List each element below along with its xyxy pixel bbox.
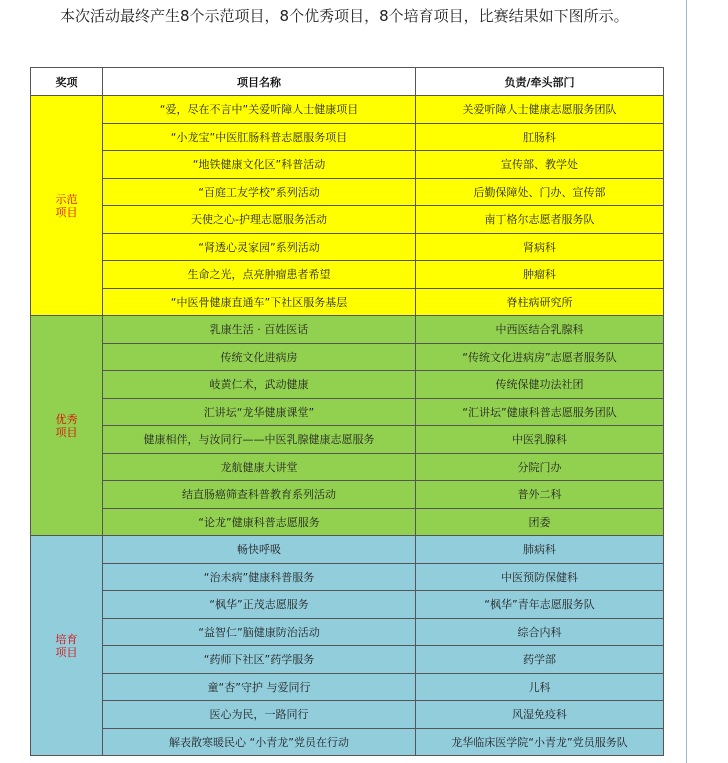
table-row — [31, 343, 664, 371]
department-cell: 中医乳腺科 — [416, 426, 664, 454]
table-row — [31, 728, 664, 756]
department-cell: 分院门办 — [416, 453, 664, 481]
department-cell: 后勤保障处、门办、宣传部 — [416, 178, 664, 206]
table-row — [31, 508, 664, 536]
award-label-line1: 示范 — [55, 192, 78, 206]
table-row — [31, 426, 664, 454]
project-name-cell: 童“杏”守护 与爱同行 — [103, 673, 416, 701]
table-row — [31, 453, 664, 481]
project-name-cell: 健康相伴，与汝同行——中医乳腺健康志愿服务 — [103, 426, 416, 454]
project-name-cell: “枫华”正茂志愿服务 — [103, 591, 416, 619]
table-header-row — [31, 68, 664, 96]
table-row — [31, 206, 664, 234]
project-name-cell: 龙航健康大讲堂 — [103, 453, 416, 481]
award-label-line1: 培育 — [55, 632, 78, 646]
header-department: 负责/牵头部门 — [416, 68, 664, 96]
department-cell: 关爱听障人士健康志愿服务团队 — [416, 96, 664, 124]
department-cell: 团委 — [416, 508, 664, 536]
award-label-line2: 项目 — [55, 205, 78, 219]
table-row — [31, 261, 664, 289]
header-award: 奖项 — [31, 68, 103, 96]
table-row — [31, 316, 664, 344]
table-row — [31, 233, 664, 261]
award-cell-excellent — [31, 316, 103, 536]
department-cell: “传统文化进病房”志愿者服务队 — [416, 343, 664, 371]
table-row — [31, 151, 664, 179]
page-right-border — [686, 0, 687, 763]
department-cell: 肿瘤科 — [416, 261, 664, 289]
table-row — [31, 591, 664, 619]
project-name-cell: “药师下社区”药学服务 — [103, 646, 416, 674]
award-label-line2: 项目 — [55, 645, 78, 659]
table-row — [31, 398, 664, 426]
project-name-cell: 汇讲坛“龙华健康课堂” — [103, 398, 416, 426]
department-cell: 药学部 — [416, 646, 664, 674]
department-cell: “汇讲坛”健康科普志愿服务团队 — [416, 398, 664, 426]
project-name-cell: “地铁健康文化区”科普活动 — [103, 151, 416, 179]
department-cell: 宣传部、教学处 — [416, 151, 664, 179]
department-cell: 传统保健功法社团 — [416, 371, 664, 399]
table-row — [31, 673, 664, 701]
department-cell: 中医预防保健科 — [416, 563, 664, 591]
project-name-cell: 岐黄仁术，武动健康 — [103, 371, 416, 399]
project-name-cell: “百庭工友学校”系列活动 — [103, 178, 416, 206]
project-name-cell: 解表散寒暖民心 “小青龙”党员在行动 — [103, 728, 416, 756]
table-row — [31, 481, 664, 509]
award-cell-demonstration — [31, 96, 103, 316]
table-row — [31, 123, 664, 151]
department-cell: 肛肠科 — [416, 123, 664, 151]
department-cell: 普外二科 — [416, 481, 664, 509]
department-cell: 风湿免疫科 — [416, 701, 664, 729]
project-name-cell: 天使之心-护理志愿服务活动 — [103, 206, 416, 234]
department-cell: 脊柱病研究所 — [416, 288, 664, 316]
award-label-line1: 优秀 — [55, 412, 78, 426]
project-name-cell: 生命之光，点亮肿瘤患者希望 — [103, 261, 416, 289]
table-row — [31, 618, 664, 646]
intro-paragraph: 本次活动最终产生8个示范项目，8个优秀项目，8个培育项目，比赛结果如下图所示。 — [60, 7, 629, 25]
table-row — [31, 563, 664, 591]
award-label-line2: 项目 — [55, 425, 78, 439]
project-name-cell: “治未病”健康科普服务 — [103, 563, 416, 591]
project-name-cell: “肾透心灵家园”系列活动 — [103, 233, 416, 261]
table-row — [31, 701, 664, 729]
department-cell: 龙华临床医学院“小青龙”党员服务队 — [416, 728, 664, 756]
department-cell: 儿科 — [416, 673, 664, 701]
table-row — [31, 288, 664, 316]
project-name-cell: “小龙宝”中医肛肠科普志愿服务项目 — [103, 123, 416, 151]
table-row — [31, 178, 664, 206]
department-cell: 中西医结合乳腺科 — [416, 316, 664, 344]
department-cell: “枫华”青年志愿服务队 — [416, 591, 664, 619]
project-name-cell: “中医骨健康直通车”下社区服务基层 — [103, 288, 416, 316]
department-cell: 肾病科 — [416, 233, 664, 261]
project-name-cell: “爱，尽在不言中”关爱听障人士健康项目 — [103, 96, 416, 124]
results-table — [30, 67, 664, 756]
table-body — [31, 96, 664, 756]
header-project-name: 项目名称 — [103, 68, 416, 96]
project-name-cell: 结直肠癌筛查科普教育系列活动 — [103, 481, 416, 509]
table-row — [31, 646, 664, 674]
project-name-cell: 医心为民，一路同行 — [103, 701, 416, 729]
department-cell: 南丁格尔志愿者服务队 — [416, 206, 664, 234]
award-cell-cultivation — [31, 536, 103, 756]
department-cell: 综合内科 — [416, 618, 664, 646]
project-name-cell: 乳康生活 · 百姓医话 — [103, 316, 416, 344]
project-name-cell: 传统文化进病房 — [103, 343, 416, 371]
table-row — [31, 96, 664, 124]
project-name-cell: “益智仁”脑健康防治活动 — [103, 618, 416, 646]
table-row — [31, 371, 664, 399]
department-cell: 肺病科 — [416, 536, 664, 564]
project-name-cell: 畅快呼吸 — [103, 536, 416, 564]
project-name-cell: “论龙”健康科普志愿服务 — [103, 508, 416, 536]
table-row — [31, 536, 664, 564]
